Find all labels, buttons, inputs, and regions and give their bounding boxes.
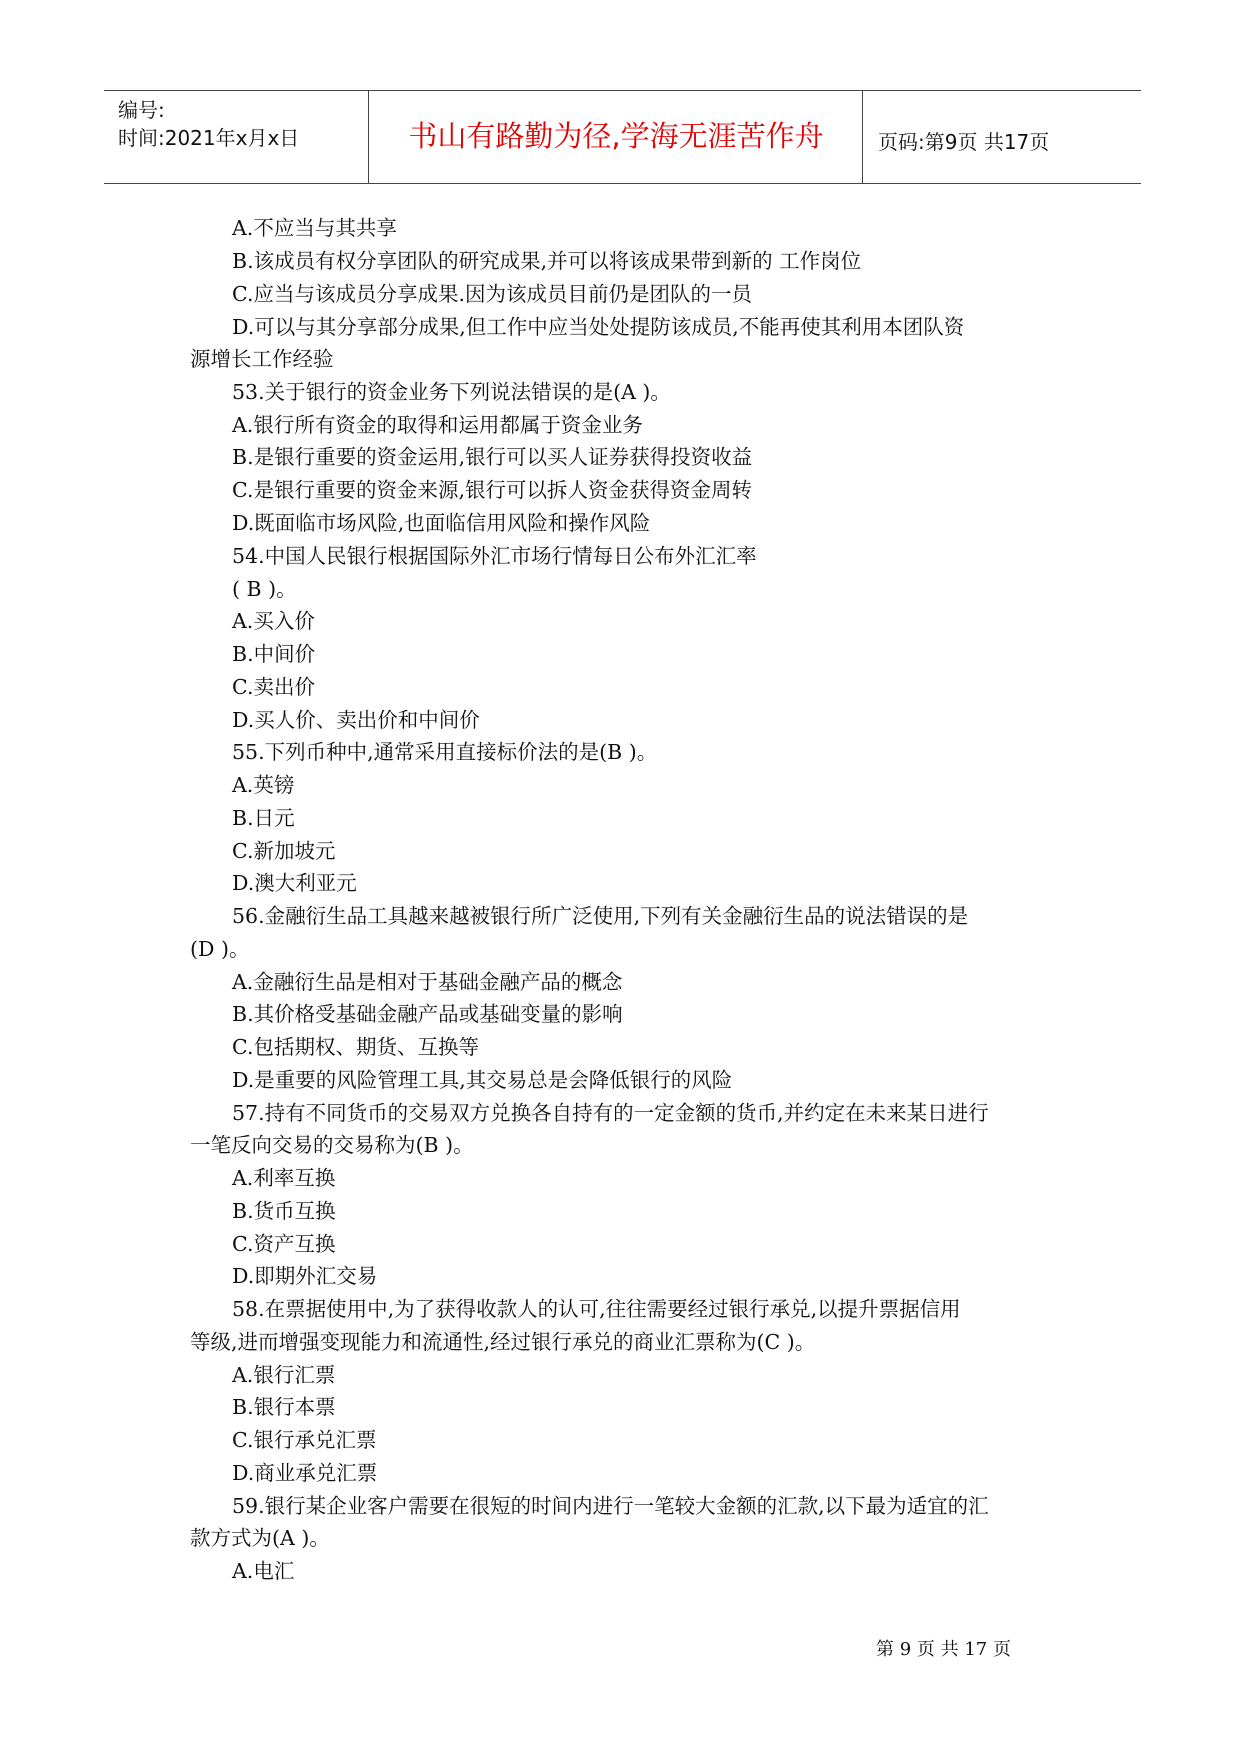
body-line: B.货币互换 (232, 1199, 336, 1223)
body-line: B.是银行重要的资金运用,银行可以买人证券获得投资收益 (232, 445, 753, 469)
document-number-label: 编号: (118, 98, 165, 122)
body-line: B.该成员有权分享团队的研究成果,并可以将该成果带到新的 工作岗位 (232, 249, 862, 273)
header-motto: 书山有路勤为径,学海无涯苦作舟 (408, 119, 824, 153)
body-line: A.英镑 (232, 773, 295, 797)
body-line: D.既面临市场风险,也面临信用风险和操作风险 (232, 511, 651, 535)
body-line: C.资产互换 (232, 1232, 336, 1256)
body-line: 等级,进而增强变现能力和流通性,经过银行承兑的商业汇票称为(C )。 (190, 1330, 816, 1354)
question-54: 54.中国人民银行根据国际外汇市场行情每日公布外汇汇率 (232, 544, 757, 568)
body-line: 款方式为(A )。 (190, 1526, 330, 1550)
body-line: D.澳大利亚元 (232, 871, 357, 895)
document-time-label: 时间:2021年x月x日 (118, 126, 300, 150)
question-55: 55.下列币种中,通常采用直接标价法的是(B )。 (232, 740, 658, 764)
body-line: B.银行本票 (232, 1395, 336, 1419)
body-line: A.电汇 (232, 1559, 295, 1583)
body-line: D.即期外汇交易 (232, 1264, 378, 1288)
question-59: 59.银行某企业客户需要在很短的时间内进行一笔较大金额的汇款,以下最为适宜的汇 (232, 1494, 989, 1518)
body-line: B.日元 (232, 806, 295, 830)
body-line: A.买入价 (232, 609, 315, 633)
body-line: C.应当与该成员分享成果.因为该成员目前仍是团队的一员 (232, 282, 752, 306)
body-line: A.银行所有资金的取得和运用都属于资金业务 (232, 413, 643, 437)
body-line: ( B )。 (232, 577, 297, 601)
header-bottom-rule (104, 183, 1141, 184)
header-divider-left (368, 90, 369, 184)
question-53: 53.关于银行的资金业务下列说法错误的是(A )。 (232, 380, 671, 404)
question-58: 58.在票据使用中,为了获得收款人的认可,往往需要经过银行承兑,以提升票据信用 (232, 1297, 961, 1321)
header-divider-right (862, 90, 863, 184)
body-line: C.卖出价 (232, 675, 315, 699)
body-line: D.买人价、卖出价和中间价 (232, 708, 480, 732)
body-line: B.其价格受基础金融产品或基础变量的影响 (232, 1002, 623, 1026)
body-line: A.不应当与其共享 (232, 216, 397, 240)
body-line: D.是重要的风险管理工具,其交易总是会降低银行的风险 (232, 1068, 733, 1092)
body-line: D.商业承兑汇票 (232, 1461, 378, 1485)
body-line: C.银行承兑汇票 (232, 1428, 377, 1452)
footer-page-number: 第 9 页 共 17 页 (876, 1639, 1011, 1660)
body-line: A.利率互换 (232, 1166, 336, 1190)
body-line: A.金融衍生品是相对于基础金融产品的概念 (232, 970, 623, 994)
body-line: C.包括期权、期货、互换等 (232, 1035, 479, 1059)
body-line: C.是银行重要的资金来源,银行可以拆人资金获得资金周转 (232, 478, 752, 502)
body-line: D.可以与其分享部分成果,但工作中应当处处提防该成员,不能再使其利用本团队资 (232, 315, 965, 339)
body-line: A.银行汇票 (232, 1363, 336, 1387)
body-line: C.新加坡元 (232, 839, 336, 863)
body-line: 一笔反向交易的交易称为(B )。 (190, 1133, 474, 1157)
header-top-rule (104, 90, 1141, 91)
question-57: 57.持有不同货币的交易双方兑换各自持有的一定金额的货币,并约定在未来某日进行 (232, 1101, 989, 1125)
question-56: 56.金融衍生品工具越来越被银行所广泛使用,下列有关金融衍生品的说法错误的是 (232, 904, 969, 928)
body-line: B.中间价 (232, 642, 316, 666)
header-page-label: 页码:第9页 共17页 (878, 130, 1050, 154)
body-line: (D )。 (190, 937, 250, 961)
body-line: 源增长工作经验 (190, 347, 334, 371)
